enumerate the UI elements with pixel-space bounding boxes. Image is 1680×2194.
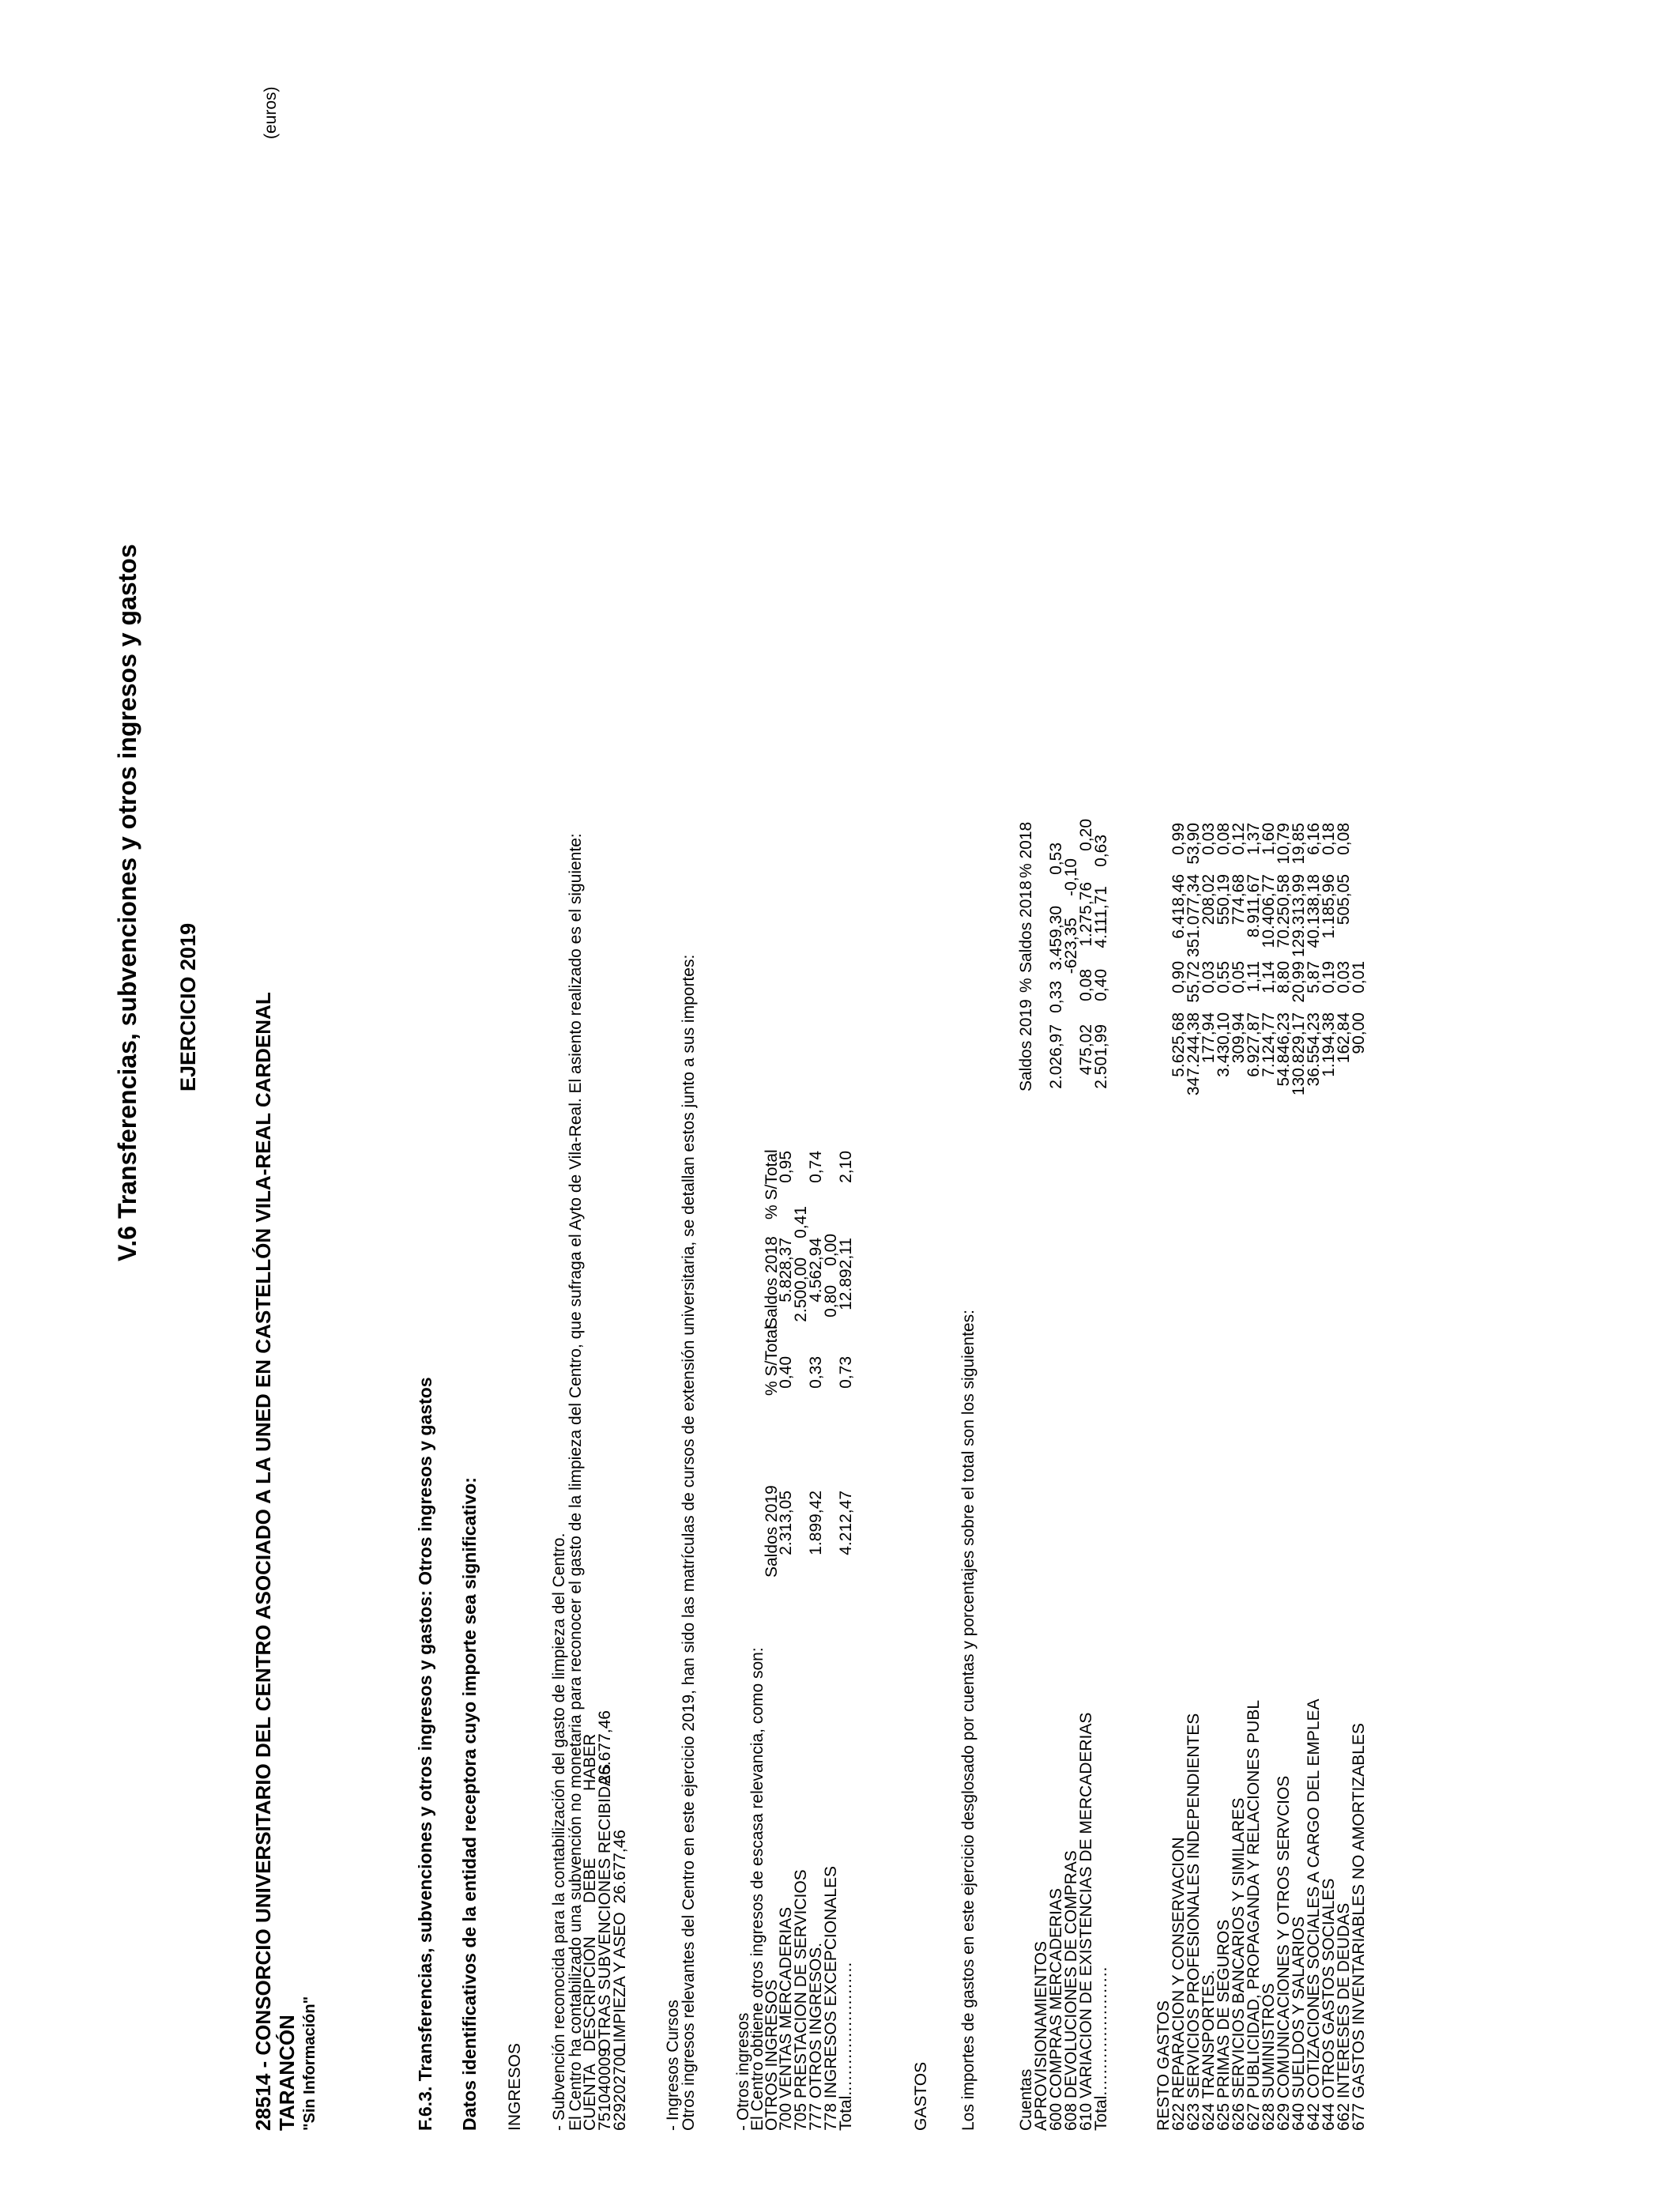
resto-row-label: 622 REPARACION Y CONSERVACION: [1170, 1837, 1188, 2131]
section-subtitle: Datos identificativos de la entidad receptora cuyo importe sea significativo:: [459, 1477, 480, 2131]
gastos-intro: Los importes de gastos en este ejercicio desglosado por cuentas y porcentajes sobre el total son los siguientes:: [959, 1310, 977, 2131]
otros-total-p2018: 2,10: [837, 1151, 855, 1183]
entity-name-line1: 28514 - CONSORCIO UNIVERSITARIO DEL CENTRO ASOCIADO A LA UNED EN CASTELLÓN VILA-REAL CARDENAL: [251, 992, 275, 2131]
resto-row-p2019: 0,05: [1230, 961, 1248, 993]
gastos-total-s2019: 2.501,99: [1092, 1024, 1110, 1089]
resto-row-s2019: 7.124,77: [1260, 1012, 1278, 1077]
resto-row-s2018: 774,68: [1230, 874, 1248, 925]
resto-row-s2018: 129.313,99: [1290, 874, 1308, 958]
otros-total-label: Total.........................: [837, 1961, 855, 2131]
resto-row-s2018: 40.138,18: [1305, 874, 1323, 948]
resto-row-label: 677 GASTOS INVENTARIABLES NO AMORTIZABLES: [1350, 1723, 1368, 2131]
resto-row-s2018: 8.911,67: [1245, 874, 1263, 938]
resto-row-p2018: 53,90: [1185, 823, 1203, 865]
asiento-row-haber: 26.677,46: [596, 1710, 614, 1785]
asiento-header-haber: HABER: [581, 1733, 599, 1791]
cursos-line2: Otros ingresos relevantes del Centro en este ejercicio 2019, han sido las matrículas de cursos de extensión universitaria, se detallan estos junto a sus importes:: [680, 954, 698, 2131]
gastos-total-p2019: 0,40: [1092, 969, 1110, 1001]
resto-row-s2018: 1.185,96: [1320, 874, 1338, 939]
resto-gastos-label: RESTO GASTOS: [1155, 2000, 1173, 2131]
resto-row-s2019: 130.829,17: [1290, 1012, 1308, 1096]
resto-row-p2019: 1,14: [1260, 961, 1278, 993]
subvencion-line1: - Subvención reconocida para la contabilización del gasto de limpieza del Centro.: [550, 1532, 568, 2131]
asiento-row-cuenta: 629202700: [611, 2047, 629, 2131]
otros-row-s2018: 4.562,94: [807, 1238, 825, 1302]
gastos-total-label: Total........................: [1092, 1966, 1110, 2131]
resto-row-label: 642 COTIZACIONES SOCIALES A CARGO DEL EMPLEA: [1305, 1698, 1323, 2131]
gastos-row-s2019: 475,02: [1077, 1024, 1095, 1076]
gastos-row-label: 600 COMPRAS MERCADERIAS: [1047, 1888, 1065, 2131]
resto-row-p2019: 1,11: [1245, 961, 1263, 993]
resto-row-s2018: 10.406,77: [1260, 874, 1278, 948]
asiento-row-cuenta: 751040009: [596, 2047, 614, 2131]
gastos-row-p2018: -0,10: [1062, 858, 1080, 896]
gastos-header-s2018: Saldos 2018: [1017, 880, 1035, 973]
resto-row-p2019: 0,03: [1335, 961, 1353, 993]
gastos-row-s2018: -623,35: [1062, 918, 1080, 974]
asiento-header-debe: DEBE: [581, 1857, 599, 1903]
otros-total-s2019: 4.212,47: [837, 1491, 855, 1555]
resto-row-s2018: 351.077,34: [1185, 874, 1203, 958]
otros-line1: - Otros ingresos: [734, 2012, 752, 2131]
resto-row-p2019: 20,99: [1290, 961, 1308, 1003]
resto-row-p2019: 0,03: [1200, 961, 1218, 993]
resto-row-p2018: 0,03: [1200, 823, 1218, 855]
ejercicio-label: EJERCICIO 2019: [176, 922, 200, 1091]
resto-row-p2018: 0,12: [1230, 823, 1248, 855]
otros-header-label: OTROS INGRESOS: [763, 1979, 781, 2131]
resto-row-p2018: 1,37: [1245, 823, 1263, 855]
resto-row-p2019: 0,01: [1350, 961, 1368, 993]
otros-row-p2019: 0,33: [807, 1356, 825, 1389]
otros-header-p2018: % S/Total: [763, 1149, 781, 1220]
otros-row-s2018: 2.500,00: [792, 1257, 810, 1322]
resto-row-p2018: 19,85: [1290, 823, 1308, 865]
resto-row-s2018: 208,02: [1200, 874, 1218, 925]
otros-row-label: 778 INGRESOS EXCEPCIONALES: [822, 1866, 840, 2131]
resto-row-p2018: 1,60: [1260, 823, 1278, 855]
resto-row-p2018: 10,79: [1275, 823, 1293, 865]
gastos-total-s2018: 4.111,71: [1092, 886, 1110, 948]
resto-row-p2018: 6,16: [1305, 823, 1323, 855]
resto-row-s2019: 347.244,38: [1185, 1012, 1203, 1096]
resto-row-p2018: 0,08: [1215, 823, 1233, 855]
gastos-header-label: Cuentas: [1017, 2068, 1035, 2131]
otros-header-s2019: Saldos 2019: [763, 1485, 781, 1578]
asiento-row-descripcion: OTRAS SUBVENCIONES RECIBIDAS: [596, 1763, 614, 2052]
entity-note: "Sin Información": [301, 1996, 318, 2131]
page-title: V.6 Transferencias, subvenciones y otros ingresos y gastos: [113, 544, 141, 1261]
resto-row-s2019: 54.846,23: [1275, 1012, 1293, 1087]
resto-row-label: 640 SUELDOS Y SALARIOS: [1290, 1916, 1308, 2131]
resto-row-s2018: 550,19: [1215, 874, 1233, 925]
units-label: (euros): [262, 86, 280, 139]
resto-row-p2018: 0,08: [1335, 823, 1353, 855]
otros-row-label: 705 PRESTACION DE SERVICIOS: [792, 1869, 810, 2131]
asiento-header-cuenta: CUENTA: [581, 2064, 599, 2131]
otros-total-p2019: 0,73: [837, 1356, 855, 1389]
gastos-row-p2018: 0,53: [1047, 843, 1065, 875]
resto-row-s2019: 5.625,68: [1170, 1012, 1188, 1077]
aprovisionamientos-label: APROVISIONAMIENTOS: [1032, 1941, 1050, 2131]
resto-row-p2019: 8,80: [1275, 961, 1293, 993]
gastos-heading: GASTOS: [912, 2061, 930, 2131]
subvencion-line2: El Centro ha contabilizado una subvención no monetaria para reconocer el gasto de la limpieza del Centro, que sufraga el Ayto de Vila-Real. El asiento realizado es el siguiente:: [567, 833, 585, 2131]
resto-row-s2019: 177,94: [1200, 1012, 1218, 1064]
resto-row-s2019: 6.927,87: [1245, 1012, 1263, 1077]
resto-row-s2019: 90,00: [1350, 1012, 1368, 1054]
otros-row-p2018: 0,41: [792, 1206, 810, 1238]
resto-row-p2019: 0,90: [1170, 961, 1188, 993]
resto-row-label: 627 PUBLICIDAD, PROPAGANDA Y RELACIONES PUBL: [1245, 1699, 1263, 2131]
resto-row-p2019: 0,55: [1215, 961, 1233, 993]
otros-row-label: 700 VENTAS MERCADERIAS: [777, 1906, 795, 2131]
resto-row-label: 644 OTROS GASTOS SOCIALES: [1320, 1878, 1338, 2131]
gastos-row-s2018: 1.275,76: [1077, 882, 1095, 947]
otros-row-s2019: 1.899,42: [807, 1491, 825, 1555]
gastos-header-p2018: % 2018: [1017, 821, 1035, 878]
cursos-line1: - Ingresos Cursos: [664, 2000, 682, 2131]
resto-row-s2019: 3.430,10: [1215, 1012, 1233, 1077]
resto-row-p2019: 0,19: [1320, 961, 1338, 993]
resto-row-label: 629 COMUNICACIONES Y OTROS SERVCIOS: [1275, 1775, 1293, 2131]
resto-row-s2018: 70.250,58: [1275, 874, 1293, 948]
resto-row-s2019: 1.194,38: [1320, 1012, 1338, 1077]
resto-row-label: 626 SERVICIOS BANCARIOS Y SIMILARES: [1230, 1797, 1248, 2131]
otros-row-s2018: 5.828,37: [777, 1238, 795, 1302]
otros-header-s2018: Saldos 2018: [763, 1236, 781, 1329]
ingresos-heading: INGRESOS: [506, 2043, 524, 2131]
resto-row-s2018: 6.418,46: [1170, 874, 1188, 939]
resto-row-s2019: 309,94: [1230, 1012, 1248, 1064]
gastos-row-p2018: 0,20: [1077, 819, 1095, 851]
otros-row-p2019: 0,40: [777, 1356, 795, 1389]
gastos-row-label: 610 VARIACION DE EXISTENCIAS DE MERCADERIAS: [1077, 1712, 1095, 2131]
resto-row-label: 623 SERVICIOS PROFESIONALES INDEPENDIENTES: [1185, 1713, 1203, 2131]
gastos-row-s2019: 2.026,97: [1047, 1024, 1065, 1089]
resto-row-label: 625 PRIMAS DE SEGUROS: [1215, 1919, 1233, 2131]
gastos-row-s2018: 3.459,30: [1047, 906, 1065, 971]
otros-row-p2018: 0,95: [777, 1151, 795, 1183]
otros-row-label: 777 OTROS INGRESOS.: [807, 1942, 825, 2131]
otros-total-s2018: 12.892,11: [837, 1238, 855, 1310]
asiento-row-descripcion: LIMPIEZA Y ASEO: [611, 1912, 629, 2052]
gastos-row-p2019: 0,33: [1047, 981, 1065, 1013]
resto-row-s2019: 36.554,23: [1305, 1012, 1323, 1087]
resto-row-s2018: 505,05: [1335, 874, 1353, 925]
gastos-header-s2019: Saldos 2019: [1017, 999, 1035, 1091]
resto-row-p2019: 55,72: [1185, 961, 1203, 1003]
otros-row-s2018: 0,80: [822, 1285, 840, 1318]
asiento-row-debe: 26.677,46: [611, 1830, 629, 1904]
gastos-header-p2019: %: [1017, 978, 1035, 993]
otros-row-s2019: 2.313,05: [777, 1491, 795, 1555]
resto-row-label: 624 TRANSPORTES.: [1200, 1970, 1218, 2131]
gastos-row-label: 608 DEVOLUCIONES DE COMPRAS: [1062, 1850, 1080, 2131]
resto-row-label: 628 SUMINISTROS: [1260, 1983, 1278, 2131]
asiento-header-descripcion: DESCRIPCIÓN: [581, 1936, 599, 2052]
resto-row-p2019: 5,87: [1305, 961, 1323, 993]
resto-row-p2018: 0,99: [1170, 823, 1188, 855]
resto-row-s2019: 162,84: [1335, 1012, 1353, 1064]
entity-name-line2: TARANCÓN: [275, 2015, 299, 2131]
section-title: F.6.3. Transferencias, subvenciones y otros ingresos y gastos: Otros ingresos y gastos: [415, 1377, 435, 2131]
resto-row-label: 662 INTERESES DE DEUDAS: [1335, 1902, 1353, 2131]
gastos-total-p2018: 0,63: [1092, 835, 1110, 867]
gastos-row-p2019: 0,08: [1077, 969, 1095, 1001]
otros-line2: El Centro obtiene otros ingresos de escasa relevancia, como son:: [748, 1647, 767, 2131]
otros-row-p2018: 0,74: [807, 1151, 825, 1183]
otros-header-p2019: % S/Total: [763, 1325, 781, 1396]
resto-row-p2018: 0,18: [1320, 823, 1338, 855]
otros-row-p2018: 0,00: [822, 1234, 840, 1266]
